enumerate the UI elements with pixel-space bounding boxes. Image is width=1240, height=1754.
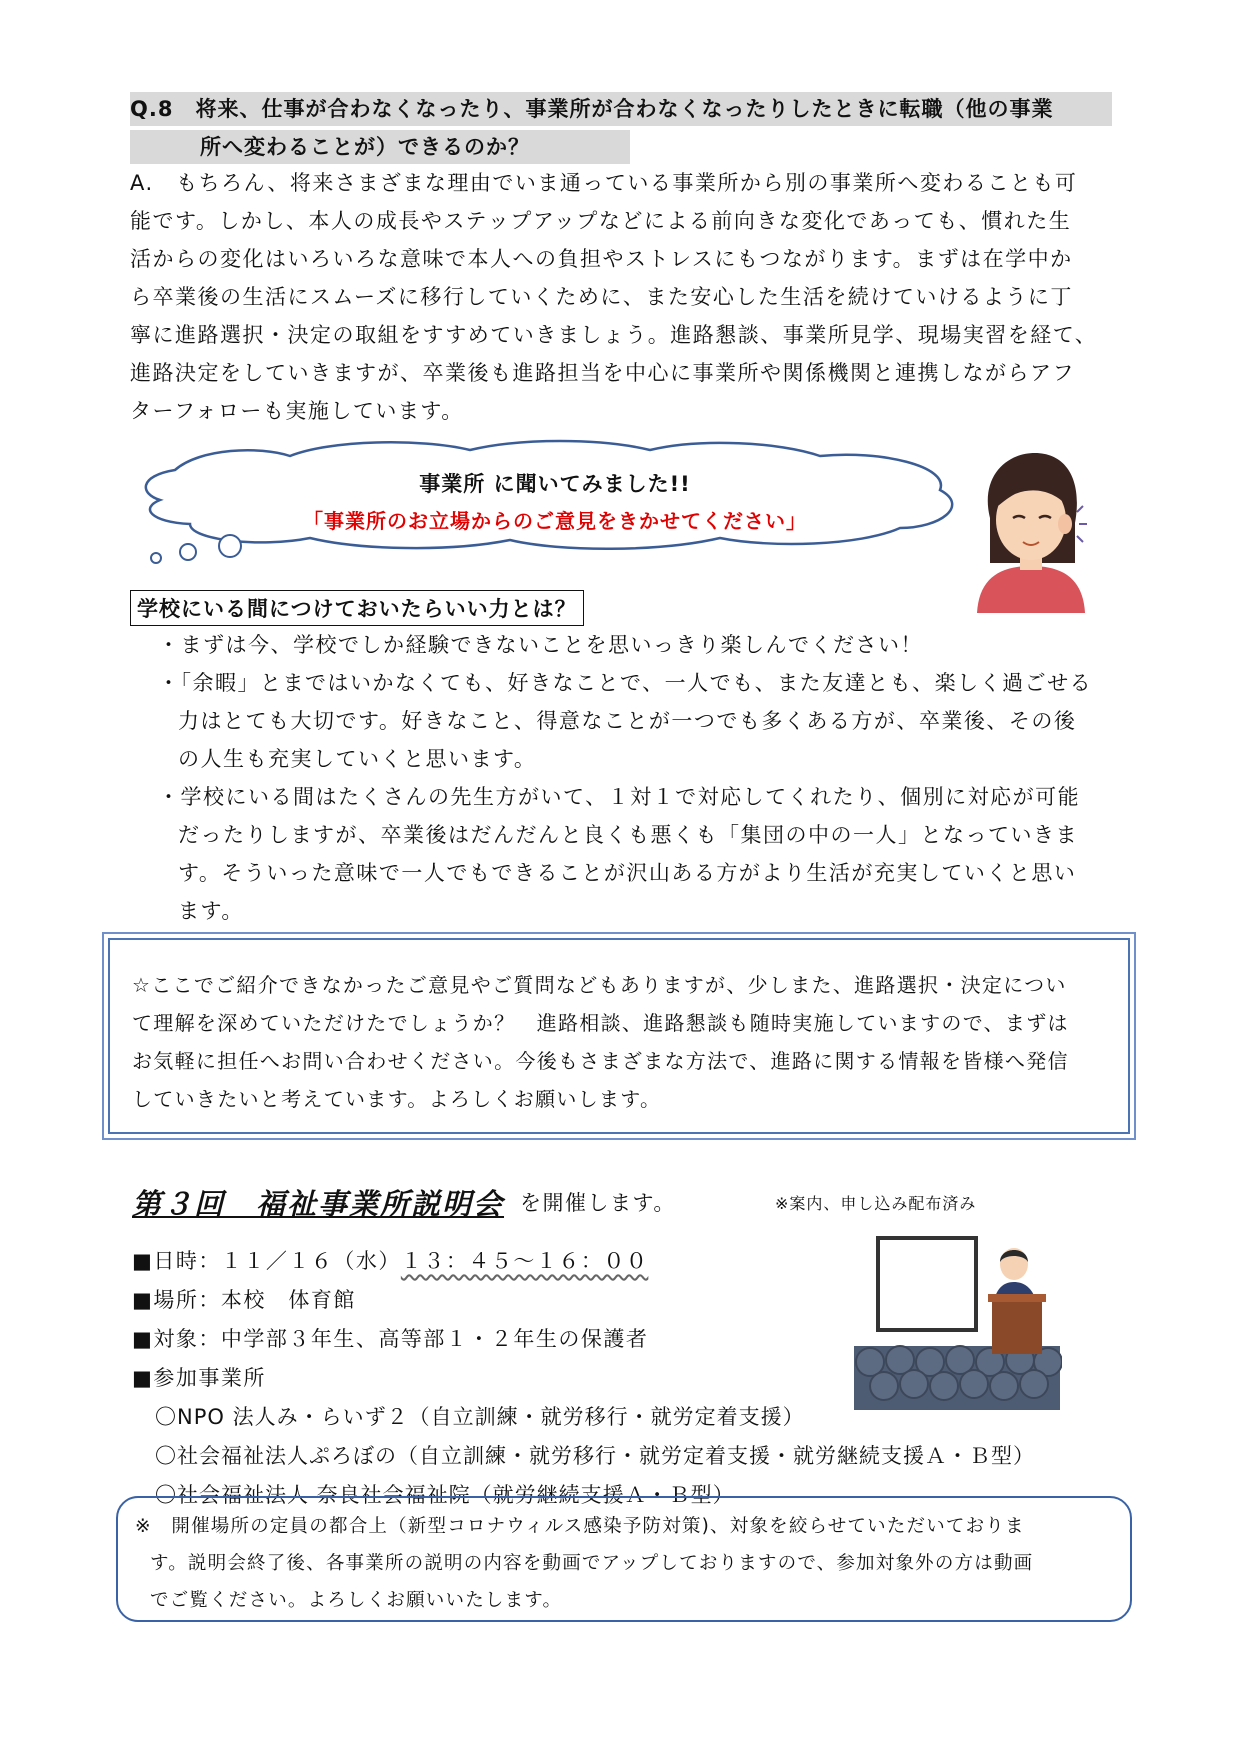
bullet-line: だったりしますが、卒業後はだんだんと良くも悪くも「集団の中の一人」となっていきま [178,823,1078,847]
event-place: ■場所：本校 体育館 [132,1288,356,1312]
presentation-illustration [852,1234,1062,1410]
answer-line: 能です。しかし、本人の成長やステップアップなどによる前向きな変化であっても、慣れた生 [130,209,1072,233]
remark-line: す。説明会終了後、各事業所の説明の内容を動画でアップしておりますので、参加対象外の方は動画 [150,1553,1034,1574]
event-date-row [132,1245,648,1275]
cloud-subtitle: 「事業所のお立場からのご意見をきかせてください」 [303,509,807,533]
bullet-line: の人生も充実していくと思います。 [178,747,537,771]
event-target: ■対象：中学部３年生、高等部１・２年生の保護者 [132,1327,649,1351]
organization-item: 〇社会福祉法人ぷろぼの（自立訓練・就労移行・就労定着支援・就労継続支援Ａ・Ｂ型） [155,1444,1035,1468]
notice-line: お気軽に担任へお問い合わせください。今後もさまざまな方法で、進路に関する情報を皆様へ発信 [132,1049,1069,1073]
question-line-1: Q.8 将来、仕事が合わなくなったり、事業所が合わなくなったりしたときに転職（他の事業 [130,92,1112,126]
bullet-line: ・学校にいる間はたくさんの先生方がいて、１対１で対応してくれたり、個別に対応が可能 [158,785,1081,809]
school-section-heading: 学校にいる間につけておいたらいい力とは？ [130,590,584,626]
event-time: １３：４５～１６：００ [400,1249,649,1273]
answer-line: A. もちろん、将来さまざまな理由でいま通っている事業所から別の事業所へ変わることも可 [130,171,1078,195]
organization-item: 〇NPO 法人み・らいず２（自立訓練・就労移行・就労定着支援） [155,1405,805,1429]
answer-line: ターフォローも実施しています。 [130,399,464,423]
bullet-line: 力はとても大切です。好きなこと、得意なことが一つでも多くある方が、卒業後、その後 [178,709,1077,733]
remark-line: でご覧ください。よろしくお願いいたします。 [150,1590,563,1611]
participants-label: ■参加事業所 [132,1366,266,1390]
bullet-line: ・まずは今、学校でしか経験できないことを思いっきり楽しんでください！ [158,633,923,657]
remark-line: ※ 開催場所の定員の都合上（新型コロナウィルス感染予防対策)、対象を絞らせていただいておりま [135,1516,1025,1537]
answer-line: ら卒業後の生活にスムーズに移行していくために、また安心した生活を続けていけるように丁 [130,285,1073,309]
event-date-label: ■日時：１１／１６（水） [132,1249,401,1273]
notice-line: て理解を深めていただけたでしょうか？ 進路相談、進路懇談も随時実施していますので、まずは [132,1011,1069,1035]
woman-illustration [965,448,1095,613]
answer-line: 進路決定をしていきますが、卒業後も進路担当を中心に事業所や関係機関と連携しながらアフ [130,361,1075,385]
notice-line: ☆ここでご紹介できなかったご意見やご質問などもありますが、少しまた、進路選択・決定につい [132,973,1067,997]
event-title-suffix: を開催します。 [520,1191,676,1215]
bullet-line: ・「余暇」とまではいかなくても、好きなことで、一人でも、また友達とも、楽しく過ごせる [158,671,1093,695]
thought-cloud [120,436,980,571]
cloud-title: 事業所 に聞いてみました!! [419,472,691,496]
bullet-line: ます。 [178,899,244,923]
event-title: 第３回 福祉事業所説明会 [132,1187,505,1221]
organization-item: 〇社会福祉法人 奈良社会福祉院（就労継続支援Ａ・Ｂ型） [155,1483,735,1507]
notice-line: していきたいと考えています。よろしくお願いします。 [132,1087,662,1111]
answer-line: 寧に進路選択・決定の取組をすすめていきましょう。進路懇談、事業所見学、現場実習を経て、 [130,323,1098,347]
answer-line: 活からの変化はいろいろな意味で本人への負担やストレスにもつながります。まずは在学中か [130,247,1073,271]
event-note: ※案内、申し込み配布済み [775,1194,977,1213]
bullet-line: す。そういった意味で一人でもできることが沢山ある方がより生活が充実していくと思い [178,861,1077,885]
question-line-2: 所へ変わることが）できるのか？ [130,130,630,164]
